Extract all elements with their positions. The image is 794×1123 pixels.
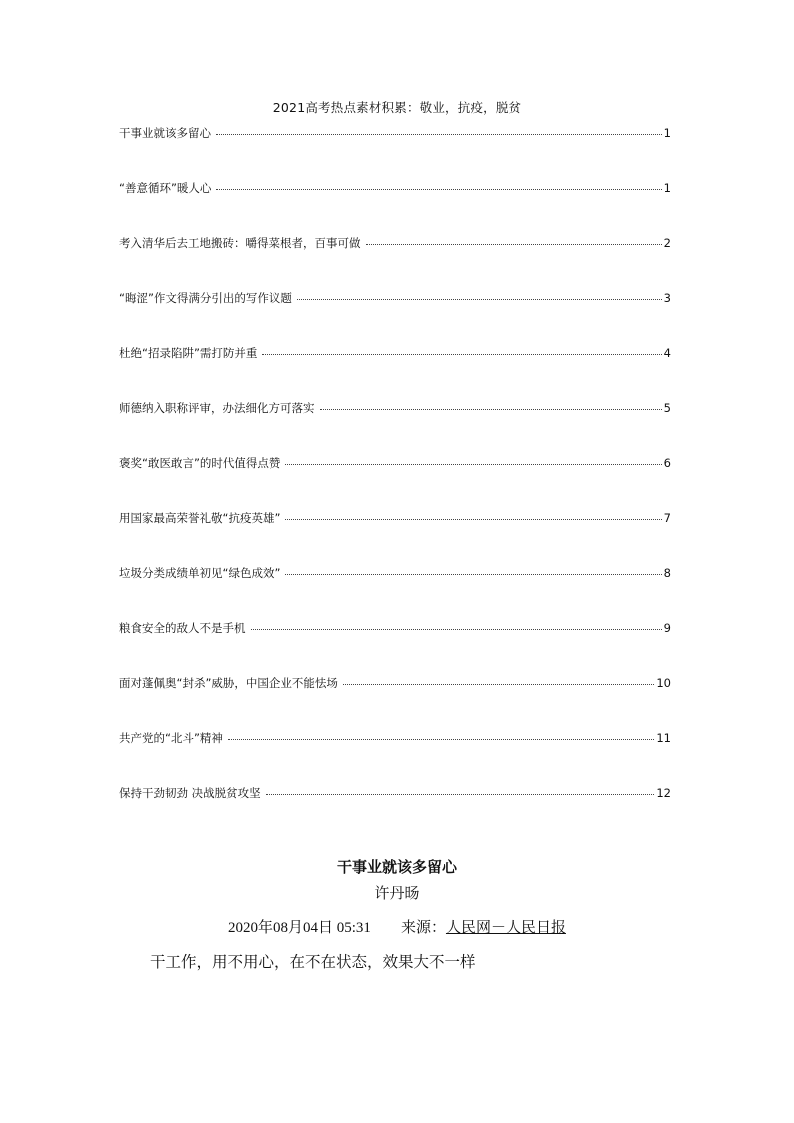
toc-entry[interactable] bbox=[119, 400, 671, 455]
source-link[interactable]: 人民网－人民日报 bbox=[445, 920, 566, 936]
toc-entry-title: 垃圾分类成绩单初见“绿色成效” bbox=[119, 566, 281, 580]
article-date: 2020年08月04日 05:31 bbox=[228, 920, 371, 936]
toc-entry-title: 保持干劲韧劲 决战脱贫攻坚 bbox=[119, 786, 261, 800]
toc-dot-leader bbox=[366, 243, 662, 245]
toc-dot-leader bbox=[285, 463, 661, 465]
toc-entry-title: “晦涩”作文得满分引出的写作议题 bbox=[119, 291, 292, 305]
toc-entry[interactable] bbox=[119, 620, 671, 675]
toc-entry-title: “善意循环”暖人心 bbox=[119, 181, 212, 195]
toc-entry-page: 6 bbox=[663, 456, 671, 470]
toc-dot-leader bbox=[228, 738, 654, 740]
toc-entry[interactable] bbox=[119, 455, 671, 510]
toc-entry-page: 2 bbox=[663, 236, 671, 250]
toc-entry-page: 5 bbox=[663, 401, 671, 415]
toc-dot-leader bbox=[216, 133, 662, 135]
toc-entry-page: 10 bbox=[656, 676, 671, 690]
toc-dot-leader bbox=[251, 628, 662, 630]
toc-entry[interactable] bbox=[119, 290, 671, 345]
toc-entry-title: 粮食安全的敌人不是手机 bbox=[119, 621, 246, 635]
toc-dot-leader bbox=[297, 298, 662, 300]
article-meta bbox=[0, 916, 794, 950]
toc-entry[interactable] bbox=[119, 675, 671, 730]
toc-entry-page: 8 bbox=[663, 566, 671, 580]
toc-dot-leader bbox=[285, 518, 661, 520]
toc-entry[interactable] bbox=[119, 235, 671, 290]
toc-entry-page: 1 bbox=[663, 126, 671, 140]
toc-entry[interactable] bbox=[119, 730, 671, 785]
toc-entry-title: 共产党的“北斗”精神 bbox=[119, 731, 223, 745]
toc-entry-title: 考入清华后去工地搬砖：嚼得菜根者，百事可做 bbox=[119, 236, 361, 250]
toc-dot-leader bbox=[262, 353, 661, 355]
article bbox=[0, 856, 794, 972]
toc-entry[interactable] bbox=[119, 565, 671, 620]
article-title: 干事业就该多留心 bbox=[336, 858, 457, 876]
toc-dot-leader bbox=[285, 573, 661, 575]
article-author: 许丹旸 bbox=[374, 884, 420, 902]
article-paragraph: 干工作，用不用心，在不在状态，效果大不一样 bbox=[150, 953, 476, 971]
toc-dot-leader bbox=[320, 408, 662, 410]
source-label: 来源： bbox=[400, 920, 446, 936]
toc-entry[interactable] bbox=[119, 345, 671, 400]
toc-entry-page: 11 bbox=[656, 731, 671, 745]
toc-entry-page: 9 bbox=[663, 621, 671, 635]
toc-entry-page: 7 bbox=[663, 511, 671, 525]
toc-entry-title: 面对蓬佩奥“封杀”威胁，中国企业不能怯场 bbox=[119, 676, 338, 690]
toc-entry[interactable] bbox=[119, 510, 671, 565]
toc-entry-title: 干事业就该多留心 bbox=[119, 126, 211, 140]
toc-dot-leader bbox=[216, 188, 661, 190]
toc-entry-page: 12 bbox=[656, 786, 671, 800]
toc-dot-leader bbox=[343, 683, 654, 685]
toc-entry[interactable] bbox=[119, 180, 671, 235]
toc-entry-title: 用国家最高荣誉礼敬“抗疫英雄” bbox=[119, 511, 281, 525]
table-of-contents bbox=[119, 125, 671, 840]
toc-entry-page: 1 bbox=[663, 181, 671, 195]
toc-entry-page: 4 bbox=[663, 346, 671, 360]
toc-entry-page: 3 bbox=[663, 291, 671, 305]
document-title: 2021高考热点素材积累：敬业，抗疫，脱贫 bbox=[272, 100, 522, 115]
toc-entry[interactable] bbox=[119, 125, 671, 180]
toc-entry[interactable] bbox=[119, 785, 671, 840]
toc-entry-title: 杜绝“招录陷阱”需打防并重 bbox=[119, 346, 258, 360]
toc-dot-leader bbox=[266, 793, 655, 795]
toc-entry-title: 师德纳入职称评审，办法细化方可落实 bbox=[119, 401, 315, 415]
toc-entry-title: 褒奖“敢医敢言”的时代值得点赞 bbox=[119, 456, 281, 470]
